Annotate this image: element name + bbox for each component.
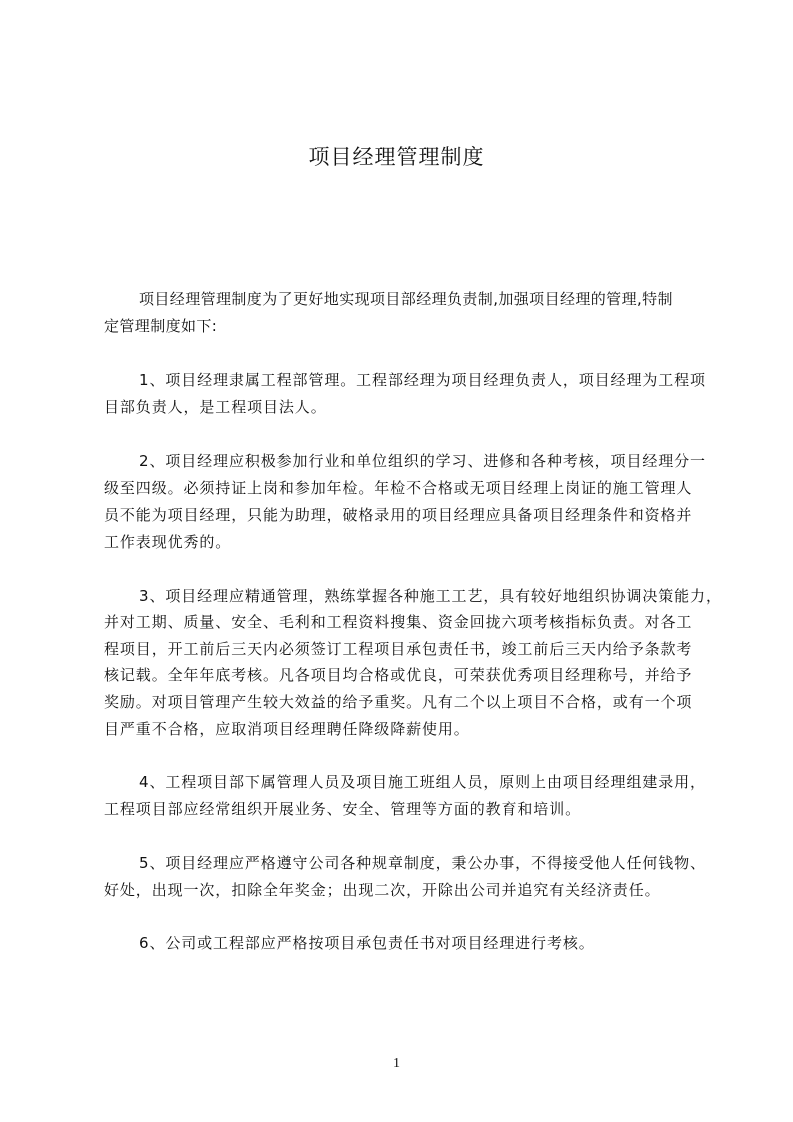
- item-3-line: 核记载。全年年底考核。凡各项目均合格或优良，可荣获优秀项目经理称号，并给予: [104, 666, 693, 684]
- item-5-line: 5、项目经理应严格遵守公司各种规章制度，秉公办事，不得接受他人任何钱物、: [139, 854, 706, 872]
- item-2-line: 2、项目经理应积极参加行业和单位组织的学习、进修和各种考核，项目经理分一: [139, 452, 706, 470]
- intro-line: 项目经理管理制度为了更好地实现项目部经理负责制,加强项目经理的管理,特制: [139, 290, 673, 308]
- item-3-line: 奖励。对项目管理产生较大效益的给予重奖。凡有二个以上项目不合格，或有一个项: [104, 693, 693, 711]
- item-3-line: 程项目，开工前后三天内必须签订工程项目承包责任书，竣工前后三天内给予条款考: [104, 640, 693, 658]
- item-3-line: 3、项目经理应精通管理，熟练掌握各种施工工艺，具有较好地组织协调决策能力，: [139, 587, 722, 605]
- intro-line: 定管理制度如下:: [104, 317, 218, 335]
- item-2-line: 工作表现优秀的。: [104, 533, 232, 551]
- item-2-line: 级至四级。必须持证上岗和参加年检。年检不合格或无项目经理上岗证的施工管理人: [104, 479, 693, 497]
- item-1-line: 目部负责人，是工程项目法人。: [104, 398, 327, 416]
- item-2-line: 员不能为项目经理，只能为助理，破格录用的项目经理应具备项目经理条件和资格并: [104, 506, 693, 524]
- item-5-line: 好处，出现一次，扣除全年奖金；出现二次，开除出公司并追究有关经济责任。: [104, 881, 661, 899]
- item-3-line: 目严重不合格，应取消项目经理聘任降级降薪使用。: [104, 720, 470, 738]
- item-6-line: 6、公司或工程部应严格按项目承包责任书对项目经理进行考核。: [139, 934, 595, 952]
- page-number: 1: [393, 1056, 400, 1071]
- item-4-line: 4、工程项目部下属管理人员及项目施工班组人员，原则上由项目经理组建录用，: [139, 773, 706, 791]
- item-1-line: 1、项目经理隶属工程部管理。工程部经理为项目经理负责人，项目经理为工程项: [139, 371, 706, 389]
- item-4-line: 工程项目部应经常组织开展业务、安全、管理等方面的教育和培训。: [104, 800, 582, 818]
- item-3-line: 并对工期、质量、安全、毛利和工程资料搜集、资金回拢六项考核指标负责。对各工: [104, 613, 693, 631]
- document-title: 项目经理管理制度: [308, 145, 485, 169]
